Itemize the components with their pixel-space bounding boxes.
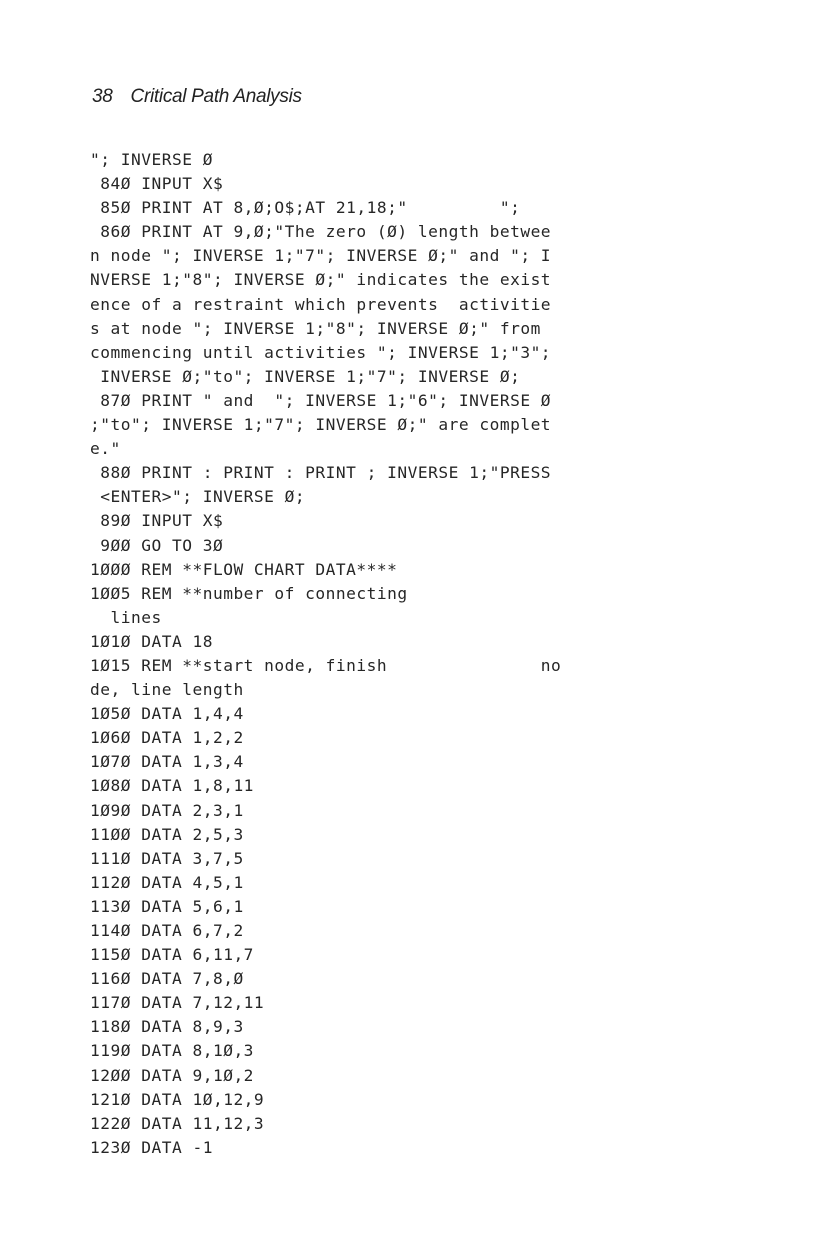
code-line: 112Ø DATA 4,5,1 (90, 872, 244, 892)
program-listing (90, 148, 730, 1160)
code-line: 1Ø5Ø DATA 1,4,4 (90, 704, 244, 724)
code-line: 115Ø DATA 6,11,7 (90, 945, 254, 965)
code-line: 87Ø PRINT " and "; INVERSE 1;"6"; INVERSE Ø (90, 390, 552, 410)
code-line: 1Ø1Ø DATA 18 (90, 631, 213, 651)
code-line: 123Ø DATA -1 (90, 1137, 213, 1157)
code-line: ;"to"; INVERSE 1;"7"; INVERSE Ø;" are complet (90, 415, 552, 435)
code-line: 9ØØ GO TO 3Ø (90, 535, 224, 555)
code-line: 1Ø9Ø DATA 2,3,1 (90, 800, 244, 820)
chapter-title: Critical Path Analysis (130, 86, 302, 107)
code-line: 86Ø PRINT AT 9,Ø;"The zero (Ø) length betwee (90, 222, 552, 242)
code-line: 122Ø DATA 11,12,3 (90, 1113, 265, 1133)
code-line: ence of a restraint which prevents activitie (90, 294, 552, 314)
code-line: 1Ø6Ø DATA 1,2,2 (90, 728, 244, 748)
code-line: 1Ø7Ø DATA 1,3,4 (90, 752, 244, 772)
code-line: 1ØØØ REM **FLOW CHART DATA**** (90, 559, 398, 579)
code-line: 1Ø8Ø DATA 1,8,11 (90, 776, 254, 796)
code-line: 116Ø DATA 7,8,Ø (90, 969, 244, 989)
code-line: s at node "; INVERSE 1;"8"; INVERSE Ø;" from (90, 318, 541, 338)
code-line: 12ØØ DATA 9,1Ø,2 (90, 1065, 254, 1085)
code-line: 85Ø PRINT AT 8,Ø;O$;AT 21,18;" "; (90, 198, 521, 218)
code-line: commencing until activities "; INVERSE 1;"3"; (90, 342, 552, 362)
code-line: 113Ø DATA 5,6,1 (90, 896, 244, 916)
code-line: "; INVERSE Ø (90, 150, 213, 169)
code-line: 89Ø INPUT X$ (90, 511, 224, 531)
code-line: 118Ø DATA 8,9,3 (90, 1017, 244, 1037)
code-line: 119Ø DATA 8,1Ø,3 (90, 1041, 254, 1061)
code-line: e." (90, 439, 121, 459)
code-line: <ENTER>"; INVERSE Ø; (90, 487, 306, 507)
code-line: 111Ø DATA 3,7,5 (90, 848, 244, 868)
code-line: lines (90, 607, 162, 627)
code-line: 117Ø DATA 7,12,11 (90, 993, 265, 1013)
code-line: NVERSE 1;"8"; INVERSE Ø;" indicates the exist (90, 270, 552, 290)
running-head (92, 86, 302, 108)
code-line: 11ØØ DATA 2,5,3 (90, 824, 244, 844)
code-line: INVERSE Ø;"to"; INVERSE 1;"7"; INVERSE Ø; (90, 366, 521, 386)
code-line: 114Ø DATA 6,7,2 (90, 921, 244, 940)
code-line: 88Ø PRINT : PRINT : PRINT ; INVERSE 1;"PRESS (90, 463, 552, 483)
code-line: 1Ø15 REM **start node, finish no (90, 655, 562, 675)
code-line: 84Ø INPUT X$ (90, 174, 224, 194)
page-number: 38 (92, 86, 113, 107)
code-line: n node "; INVERSE 1;"7"; INVERSE Ø;" and "; I (90, 246, 552, 266)
code-line: de, line length (90, 680, 244, 700)
code-line: 1ØØ5 REM **number of connecting (90, 583, 408, 603)
code-line: 121Ø DATA 1Ø,12,9 (90, 1089, 265, 1109)
